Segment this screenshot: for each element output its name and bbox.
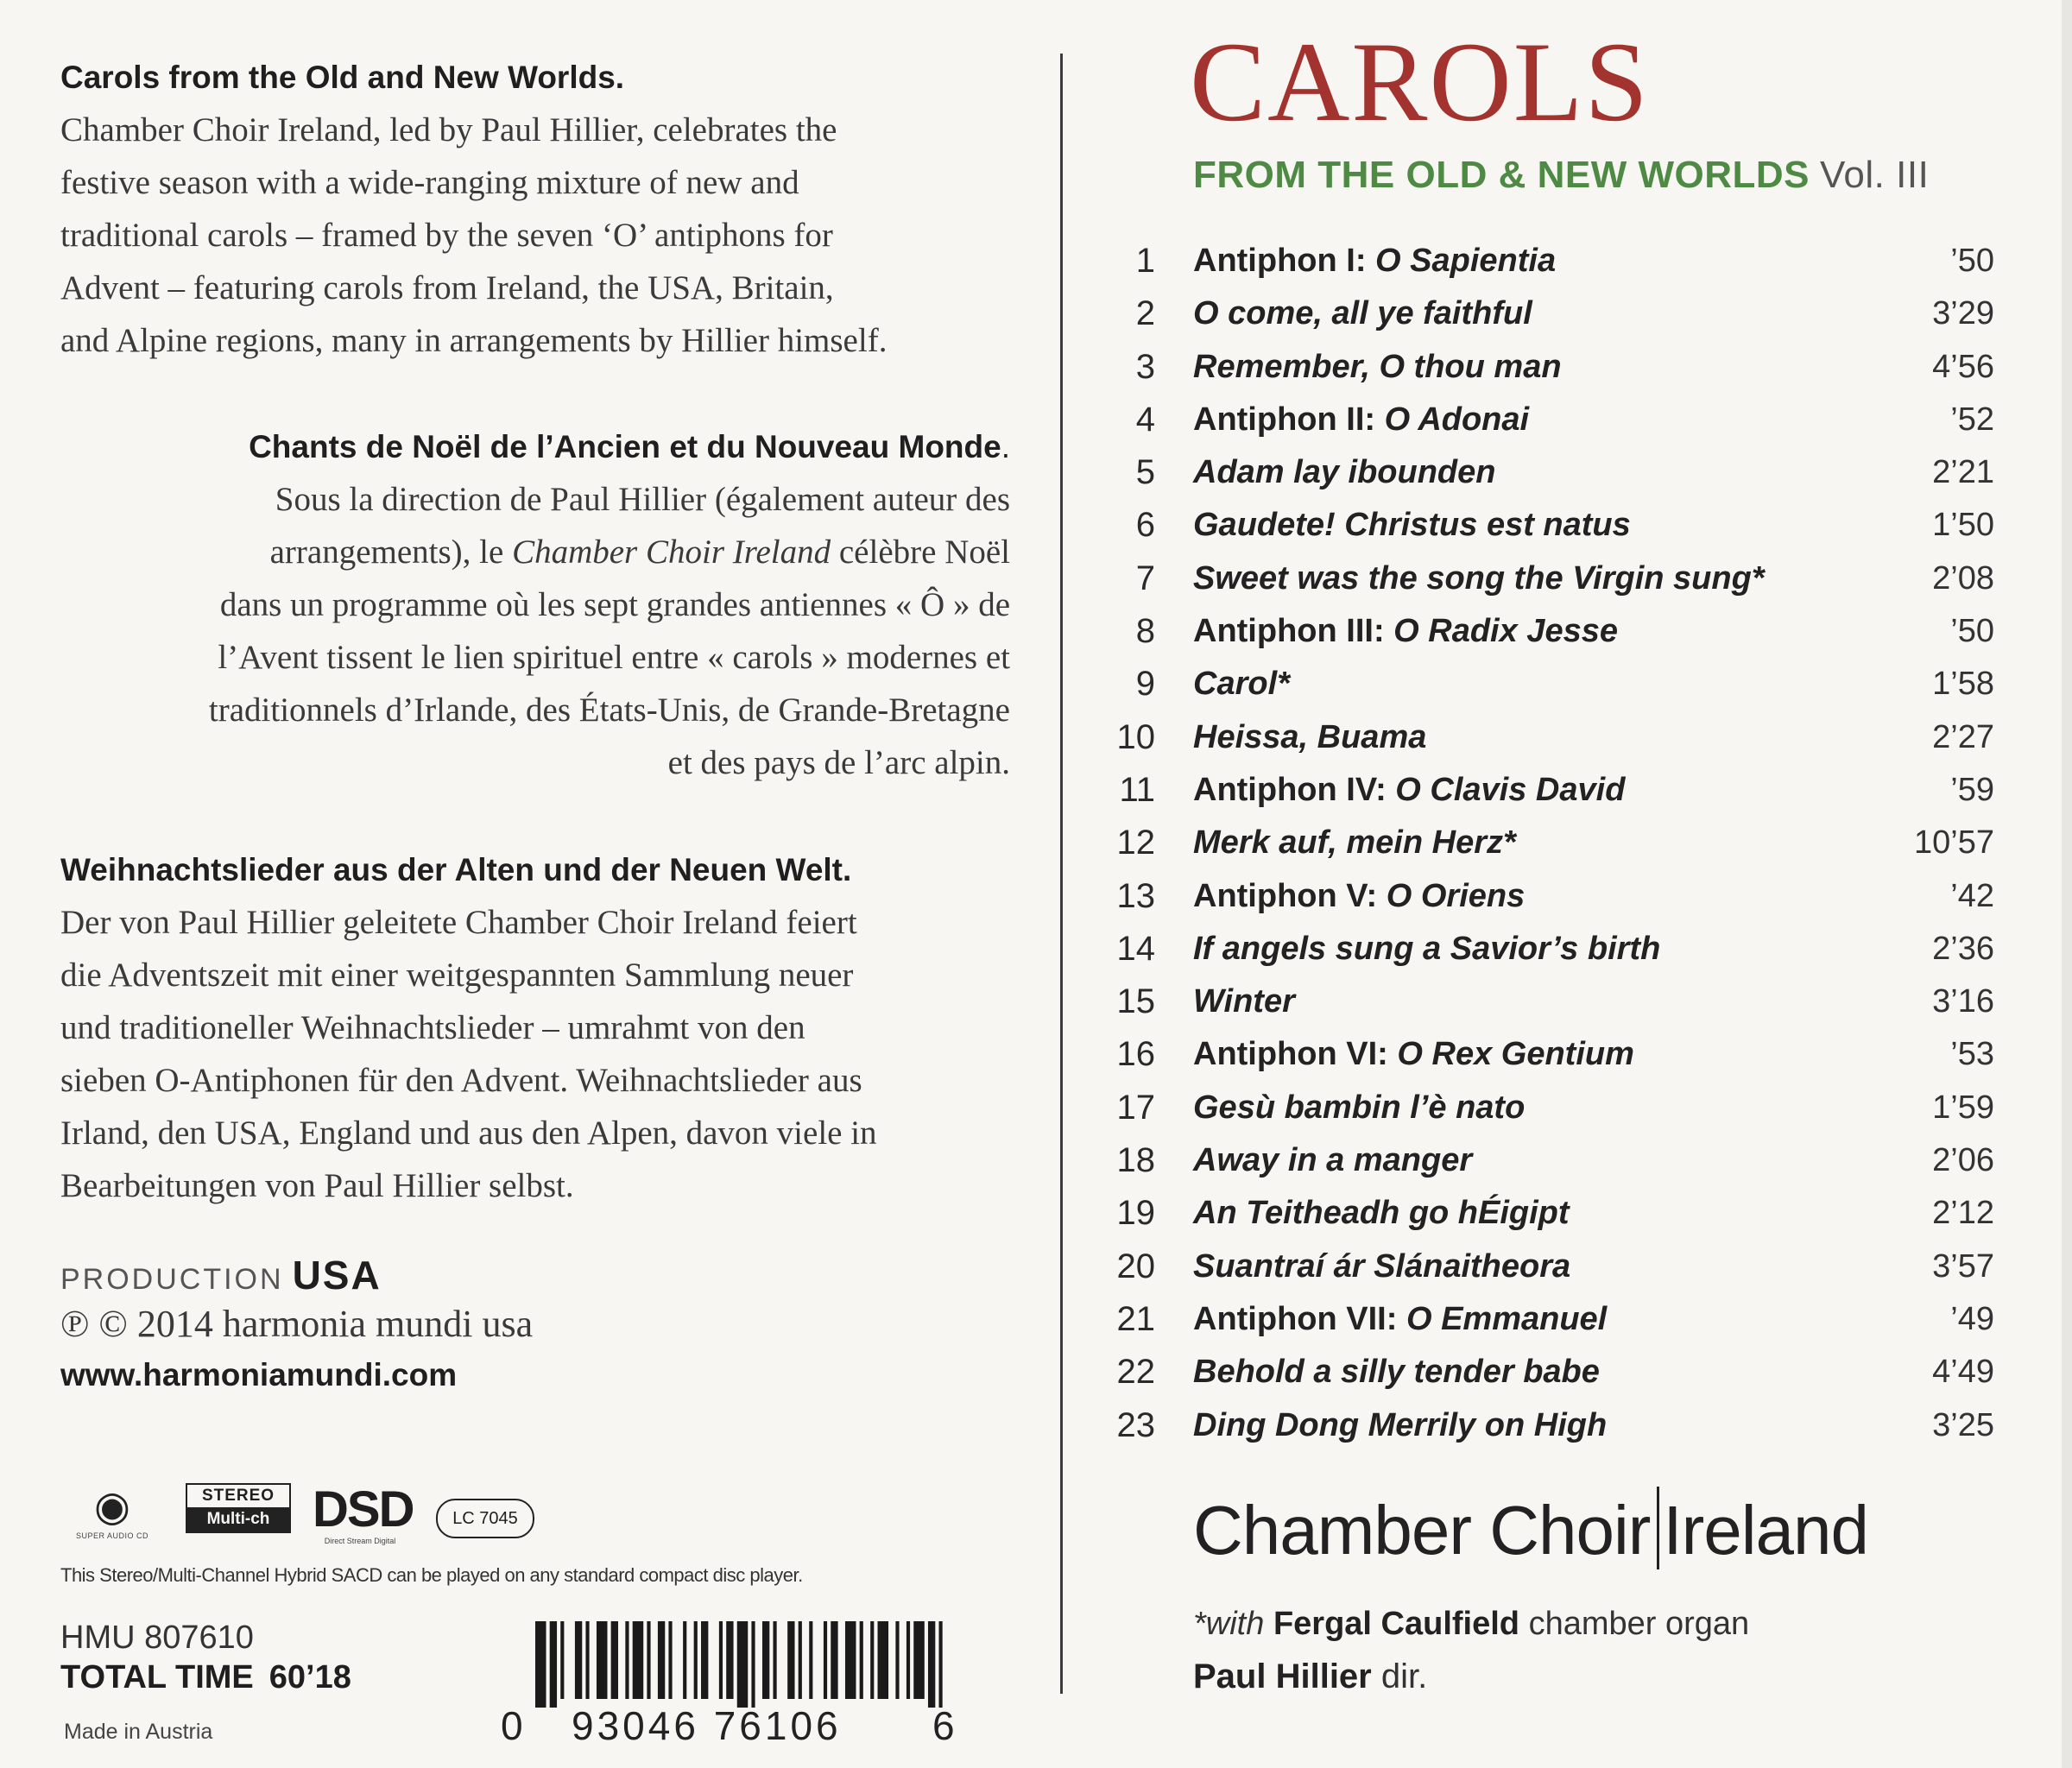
french-line: l’Avent tissent le lien spirituel entre « carols » modernes et [218,639,1010,676]
barcode-bar [726,1621,733,1699]
track-duration: 2’27 [1932,718,1994,755]
track-number: 16 [1116,1035,1155,1074]
track-number: 5 [1135,453,1155,492]
track-duration: 2’36 [1932,930,1994,967]
track-title-prefix: Antiphon III: [1193,613,1394,650]
track-title [1193,287,1532,340]
barcode-bar [878,1621,889,1699]
track-title-name: Heissa, Buama [1193,718,1427,755]
track-title-prefix: Antiphon I: [1193,243,1376,279]
dsd-mark: DSD [313,1481,414,1538]
track-row [1105,658,1994,710]
barcode-bar [701,1621,708,1699]
organist-name: Fergal Caulfield [1273,1606,1519,1642]
track-duration: 3’29 [1932,295,1994,332]
track-title-prefix: Antiphon II: [1193,401,1385,438]
french-line-post: célèbre Noël [831,534,1010,571]
track-duration: 2’06 [1932,1142,1994,1179]
track-title [1193,1082,1525,1134]
track-title-name: Gaudete! Christus est natus [1193,507,1631,544]
website-link[interactable]: www.harmoniamundi.com [60,1357,458,1392]
multich-label: Multi-ch [187,1507,289,1531]
track-title [1193,1399,1607,1452]
french-title [60,421,1010,473]
barcode-bar [611,1621,618,1699]
track-duration: 3’25 [1932,1406,1994,1443]
track-title-name: Ding Dong Merrily on High [1193,1406,1608,1443]
track-number: 19 [1116,1194,1155,1233]
track-row [1105,1241,1994,1293]
track-duration: 10’57 [1914,824,1994,862]
credit-with: *with [1193,1606,1265,1642]
barcode-bar [762,1621,769,1699]
track-number: 2 [1135,294,1155,333]
album-title: CAROLS [1190,18,1650,145]
sacd-logo [69,1483,155,1540]
barcode-bar [787,1621,794,1699]
track-number: 1 [1135,242,1155,280]
track-number: 6 [1135,506,1155,545]
track-list [1105,235,1994,1452]
track-title-name: Behold a silly tender babe [1193,1354,1600,1391]
choir-logo-bar [1657,1487,1659,1569]
track-number: 11 [1119,770,1155,809]
format-logos [60,1483,578,1552]
track-title-name: Gesù bambin l’è nato [1193,1089,1526,1126]
track-title [1193,499,1631,552]
track-number: 22 [1116,1353,1155,1392]
barcode-bar [831,1621,837,1699]
track-number: 3 [1135,347,1155,386]
track-title-name: An Teitheadh go hÉigipt [1193,1195,1570,1232]
director-name: Paul Hillier [1193,1658,1372,1695]
german-line: sieben O-Antiphonen für den Advent. Weihnachtslieder aus [60,1062,862,1099]
english-line: traditional carols – framed by the seven ‘O’ antiphons for [60,217,833,254]
track-duration: 1’50 [1932,507,1994,544]
track-title-prefix: Antiphon IV: [1193,771,1396,808]
track-title [1193,394,1529,446]
track-title [1193,446,1495,499]
track-number: 23 [1116,1405,1155,1444]
french-line [60,526,1010,578]
track-title-name: Away in a manger [1193,1142,1473,1179]
english-body [60,104,1019,367]
track-title [1193,235,1556,287]
sacd-caption: SUPER AUDIO CD [75,1531,148,1540]
barcode-bar [913,1621,925,1699]
track-number: 18 [1116,1141,1155,1180]
page-edge [2062,0,2072,1768]
organist-credit [1193,1606,1749,1643]
track-title [1193,552,1765,605]
barcode-bar [597,1621,608,1699]
dsd-caption: Direct Stream Digital [324,1537,396,1545]
label-code-logo: LC 7045 [436,1499,534,1538]
track-title-name: O Oriens [1386,877,1526,914]
choir-logo-text-2: Ireland [1663,1492,1869,1569]
track-number: 10 [1116,717,1155,756]
track-duration: ’53 [1950,1036,1994,1073]
barcode-bar [683,1621,686,1699]
track-title-name: O Sapientia [1375,243,1557,279]
track-title-name: O Rex Gentium [1397,1036,1634,1073]
track-duration: ’49 [1950,1300,1994,1337]
french-body [60,473,1010,789]
track-number: 21 [1116,1299,1155,1338]
barcode-bar [535,1621,546,1708]
track-title-prefix: Antiphon VI: [1193,1036,1398,1073]
barcode-bar [668,1621,672,1699]
barcode-bar [809,1621,812,1699]
track-row [1105,976,1994,1028]
barcode-bar [845,1621,856,1699]
track-title [1193,976,1295,1028]
french-line-pre: arrangements), le [269,534,513,571]
made-in: Made in Austria [64,1720,213,1744]
french-line: dans un programme où les sept grandes antiennes « Ô » de [219,586,1010,623]
track-row [1105,605,1994,658]
barcode-bar [550,1621,557,1708]
track-duration: 3’16 [1932,983,1994,1020]
track-row [1105,1187,1994,1240]
dsd-logo [313,1481,414,1545]
track-row [1105,394,1994,446]
track-title-name: O come, all ye faithful [1193,295,1532,332]
german-title: Weihnachtslieder aus der Alten und der Neuen Welt. [60,852,852,887]
track-title [1193,1293,1607,1346]
track-title [1193,764,1625,817]
german-line: Bearbeitungen von Paul Hillier selbst. [60,1167,574,1204]
sacd-disclaimer: This Stereo/Multi-Channel Hybrid SACD can be played on any standard compact disc player. [60,1564,803,1586]
barcode-bar [938,1621,942,1708]
track-row [1105,446,1994,499]
barcode-check-digit: 6 [932,1703,956,1748]
track-duration: 4’49 [1932,1354,1994,1391]
barcode-bar [895,1621,899,1699]
track-row [1105,341,1994,394]
track-title-name: Merk auf, mein Herz* [1193,824,1516,862]
track-row [1105,235,1994,287]
barcode-bar [625,1621,629,1699]
track-title-name: O Emmanuel [1406,1300,1608,1337]
track-title-name: O Clavis David [1395,771,1626,808]
track-duration: ’59 [1950,771,1994,808]
catalog-number: HMU 807610 [60,1620,254,1656]
english-title: Carols from the Old and New Worlds. [60,60,625,95]
track-row [1105,817,1994,869]
track-row [1105,764,1994,817]
track-duration: ’52 [1950,401,1994,438]
track-row [1105,1028,1994,1081]
english-line: Chamber Choir Ireland, led by Paul Hillier, celebrates the [60,111,837,148]
director-credit [1193,1658,1427,1696]
track-number: 15 [1116,982,1155,1021]
track-title [1193,658,1290,710]
track-number: 9 [1135,665,1155,704]
track-duration: 2’08 [1932,559,1994,597]
choir-logo [1193,1487,1868,1570]
track-title [1193,1134,1472,1187]
barcode-bar [860,1621,863,1699]
track-title-prefix: Antiphon V: [1193,877,1387,914]
barcode-bar [906,1621,910,1699]
track-title [1193,605,1618,658]
stereo-multich-logo [186,1483,291,1533]
director-role: dir. [1380,1658,1428,1695]
barcode-bar [585,1621,589,1699]
german-line: Der von Paul Hillier geleitete Chamber Choir Ireland feiert [60,904,857,941]
track-title-name: Winter [1193,983,1295,1020]
track-title-name: O Radix Jesse [1393,613,1618,650]
track-title-name: O Adonai [1384,401,1530,438]
track-title [1193,1241,1570,1293]
organist-instrument: chamber organ [1528,1606,1750,1642]
english-line: festive season with a wide-ranging mixture of new and [60,164,799,201]
barcode-bar [633,1621,644,1699]
track-number: 13 [1116,876,1155,915]
track-row [1105,1082,1994,1134]
track-row [1105,1399,1994,1452]
barcode-bar [773,1621,776,1699]
album-subtitle-text: FROM THE OLD & NEW WORLDS [1193,154,1810,196]
choir-logo-text: Chamber Choir [1193,1492,1651,1569]
production-label: PRODUCTION [60,1263,284,1296]
track-duration: 4’56 [1932,348,1994,385]
french-title-text: Chants de Noël de l’Ancien et du Nouveau Monde [249,429,1001,464]
german-notes [60,844,1019,1212]
total-time [60,1659,351,1696]
barcode-bar [870,1621,874,1699]
barcode-bar [751,1621,755,1708]
barcode-bar [737,1621,749,1708]
track-row [1105,287,1994,340]
track-title [1193,1187,1570,1240]
track-title [1193,1346,1600,1399]
album-volume: Vol. III [1820,154,1930,196]
barcode-first-digit: 0 [501,1703,524,1748]
french-line: et des pays de l’arc alpin. [667,744,1010,781]
barcode-bar [799,1621,802,1699]
copyright: ℗ © 2014 harmonia mundi usa [60,1303,534,1345]
track-duration: 2’21 [1932,454,1994,491]
track-row [1105,1134,1994,1187]
track-row [1105,711,1994,764]
track-row [1105,1346,1994,1399]
track-duration: 3’57 [1932,1247,1994,1285]
track-title-name: Remember, O thou man [1193,348,1562,385]
barcode-bar [719,1621,723,1699]
track-title-name: Suantraí ár Slánaitheora [1193,1247,1571,1285]
track-title-name: If angels sung a Savior’s birth [1193,930,1661,967]
french-line: Sous la direction de Paul Hillier (également auteur des [275,481,1010,518]
german-body [60,896,1019,1212]
track-row [1105,870,1994,923]
track-row [1105,499,1994,552]
track-number: 7 [1135,559,1155,597]
track-title-name: Adam lay ibounden [1193,454,1496,491]
total-time-label: TOTAL TIME [60,1659,254,1695]
german-line: und traditioneller Weihnachtslieder – umrahmt von den [60,1009,805,1046]
track-duration: ’50 [1950,243,1994,279]
english-line: and Alpine regions, many in arrangements by Hillier himself. [60,322,888,359]
english-line: Advent – featuring carols from Ireland, the USA, Britain, [60,269,834,306]
track-title-prefix: Antiphon VII: [1193,1300,1406,1337]
track-title [1193,711,1426,764]
barcode-bar [575,1621,582,1699]
track-title [1193,1028,1634,1081]
production-country: USA [292,1253,382,1298]
track-title [1193,870,1525,923]
track-duration: ’42 [1950,877,1994,914]
barcode-bar [647,1621,650,1699]
track-number: 20 [1116,1247,1155,1285]
french-choir-name: Chamber Choir Ireland [512,534,831,571]
album-subtitle [1193,154,1929,197]
track-row [1105,552,1994,605]
track-row [1105,1293,1994,1346]
german-line: die Adventszeit mit einer weitgespannten Sammlung neuer [60,957,854,994]
track-duration: ’50 [1950,613,1994,650]
french-title-period: . [1001,429,1010,464]
track-title [1193,923,1660,976]
track-number: 12 [1116,824,1155,862]
track-duration: 1’59 [1932,1089,1994,1126]
total-time-value: 60’18 [268,1659,351,1695]
barcode-middle-digits: 93046 76106 [572,1703,842,1748]
track-title [1193,341,1562,394]
barcode-bar [694,1621,698,1699]
track-duration: 1’58 [1932,666,1994,703]
barcode-bar [928,1621,935,1708]
production-line [60,1252,382,1298]
track-number: 14 [1116,929,1155,968]
german-line: Irland, den USA, England und aus den Alpen, davon viele in [60,1114,877,1152]
track-duration: 2’12 [1932,1195,1994,1232]
barcode [535,1621,950,1708]
track-title [1193,817,1516,869]
track-title-name: Sweet was the song the Virgin sung* [1193,559,1765,597]
track-row [1105,923,1994,976]
track-title-name: Carol* [1193,666,1290,703]
sacd-disc-icon: ◉ [94,1484,130,1530]
barcode-bar [824,1621,827,1699]
track-number: 4 [1135,400,1155,439]
barcode-bar [658,1621,665,1699]
french-line: traditionnels d’Irlande, des États-Unis, de Grande-Bretagne [208,691,1010,729]
french-notes [60,421,1010,789]
stereo-label: STEREO [201,1487,275,1505]
track-number: 17 [1116,1088,1155,1127]
english-notes [60,52,1019,367]
barcode-bar [560,1621,564,1699]
column-divider [1060,54,1063,1694]
track-number: 8 [1135,612,1155,651]
